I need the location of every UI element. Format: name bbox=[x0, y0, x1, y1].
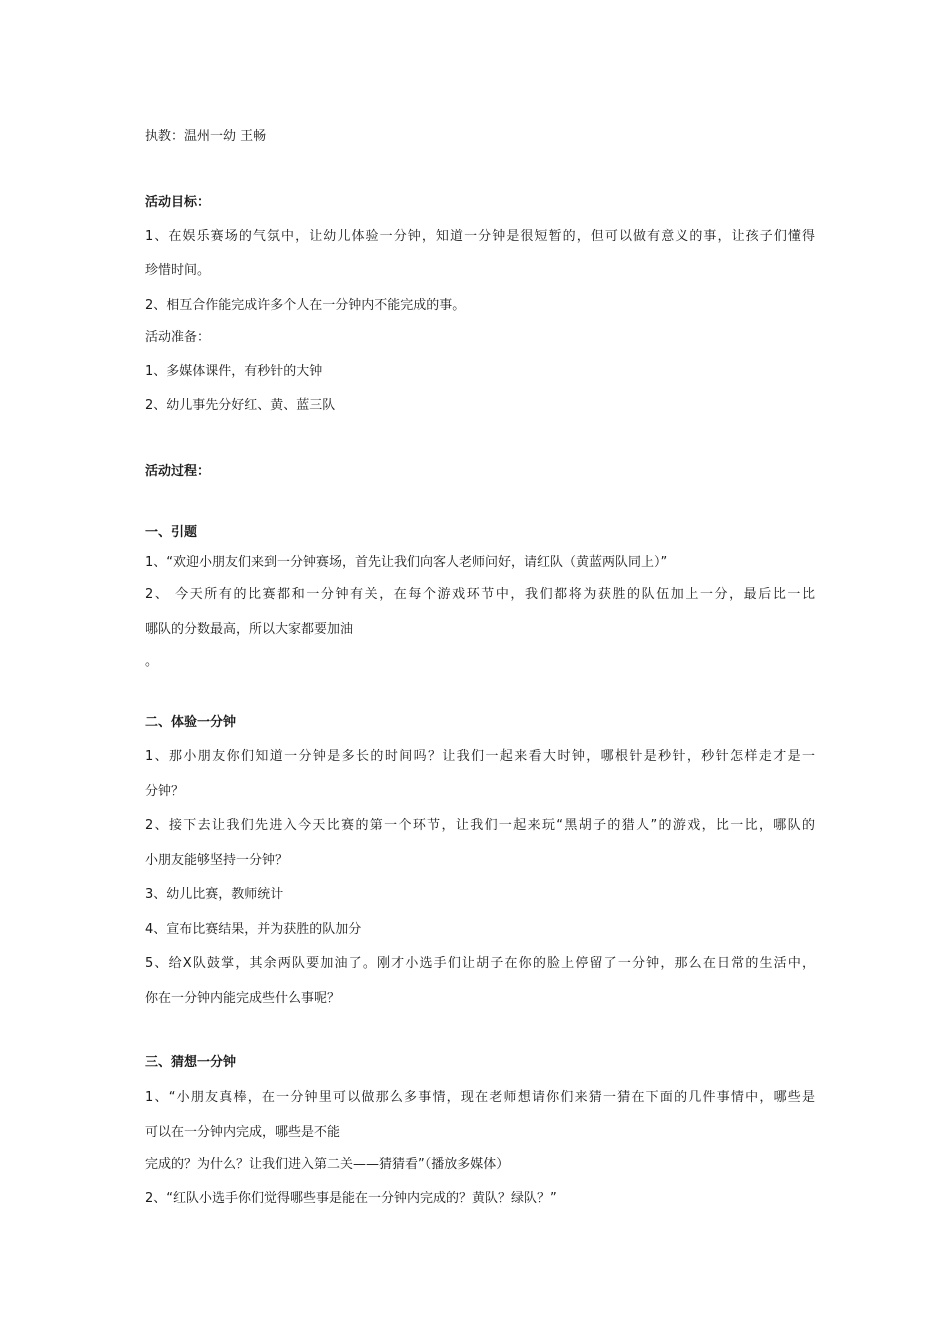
section-1-item-2-line-2: 哪队的分数最高，所以大家都要加油 bbox=[145, 622, 354, 637]
section-3-item-2: 2、“红队小选手你们觉得哪些事是能在一分钟内完成的？黄队？绿队？” bbox=[145, 1191, 557, 1206]
section-2-heading: 二、体验一分钟 bbox=[145, 715, 237, 730]
goal-1-line-1: 1、在娱乐赛场的气氛中，让幼儿体验一分钟，知道一分钟是很短暂的，但可以做有意义的事，让孩子们懂得 bbox=[145, 229, 815, 244]
section-3-item-1-line-1: 1、“小朋友真棒，在一分钟里可以做那么多事情，现在老师想请你们来猜一猜在下面的几件事情中，哪些是 bbox=[145, 1090, 815, 1105]
teacher-line: 执教：温州一幼 王畅 bbox=[145, 129, 267, 144]
section-3-item-1-line-3: 完成的？为什么？让我们进入第二关——猜猜看”（播放多媒体） bbox=[145, 1157, 510, 1172]
section-2-item-2-line-2: 小朋友能够坚持一分钟？ bbox=[145, 853, 289, 868]
section-2-item-5-line-2: 你在一分钟内能完成些什么事呢？ bbox=[145, 991, 341, 1006]
section-2-item-1-line-2: 分钟？ bbox=[145, 784, 185, 799]
prep-1: 1、多媒体课件，有秒针的大钟 bbox=[145, 364, 323, 379]
goal-1-line-2: 珍惜时间。 bbox=[145, 263, 211, 278]
section-1-item-2-line-3: 。 bbox=[145, 654, 159, 669]
section-2-item-2-line-1: 2、接下去让我们先进入今天比赛的第一个环节，让我们一起来玩“黑胡子的猎人”的游戏，比一比，哪队的 bbox=[145, 818, 815, 833]
section-3-item-1-line-2: 可以在一分钟内完成，哪些是不能 bbox=[145, 1125, 341, 1140]
section-2-item-4: 4、宣布比赛结果，并为获胜的队加分 bbox=[145, 922, 362, 937]
section-3-heading: 三、猜想一分钟 bbox=[145, 1055, 237, 1070]
section-1-item-1: 1、“欢迎小朋友们来到一分钟赛场，首先让我们向客人老师问好，请红队（黄蓝两队同上）” bbox=[145, 555, 668, 570]
section-2-item-5-line-1: 5、给X队鼓掌，其余两队要加油了。刚才小选手们让胡子在你的脸上停留了一分钟，那么在日常的生活中， bbox=[145, 956, 815, 971]
prep-2: 2、幼儿事先分好红、黄、蓝三队 bbox=[145, 398, 336, 413]
prep-heading: 活动准备： bbox=[145, 330, 211, 345]
section-2-item-3: 3、幼儿比赛，教师统计 bbox=[145, 887, 284, 902]
goal-2: 2、相互合作能完成许多个人在一分钟内不能完成的事。 bbox=[145, 298, 466, 313]
section-1-heading: 一、引题 bbox=[145, 525, 198, 540]
section-2-item-1-line-1: 1、那小朋友你们知道一分钟是多长的时间吗？让我们一起来看大时钟，哪根针是秒针，秒针怎样走才是一 bbox=[145, 749, 815, 764]
process-heading: 活动过程： bbox=[145, 464, 211, 479]
goals-heading: 活动目标： bbox=[145, 195, 211, 210]
section-1-item-2-line-1: 2、 今天所有的比赛都和一分钟有关，在每个游戏环节中，我们都将为获胜的队伍加上一分，最后比一比 bbox=[145, 587, 815, 602]
